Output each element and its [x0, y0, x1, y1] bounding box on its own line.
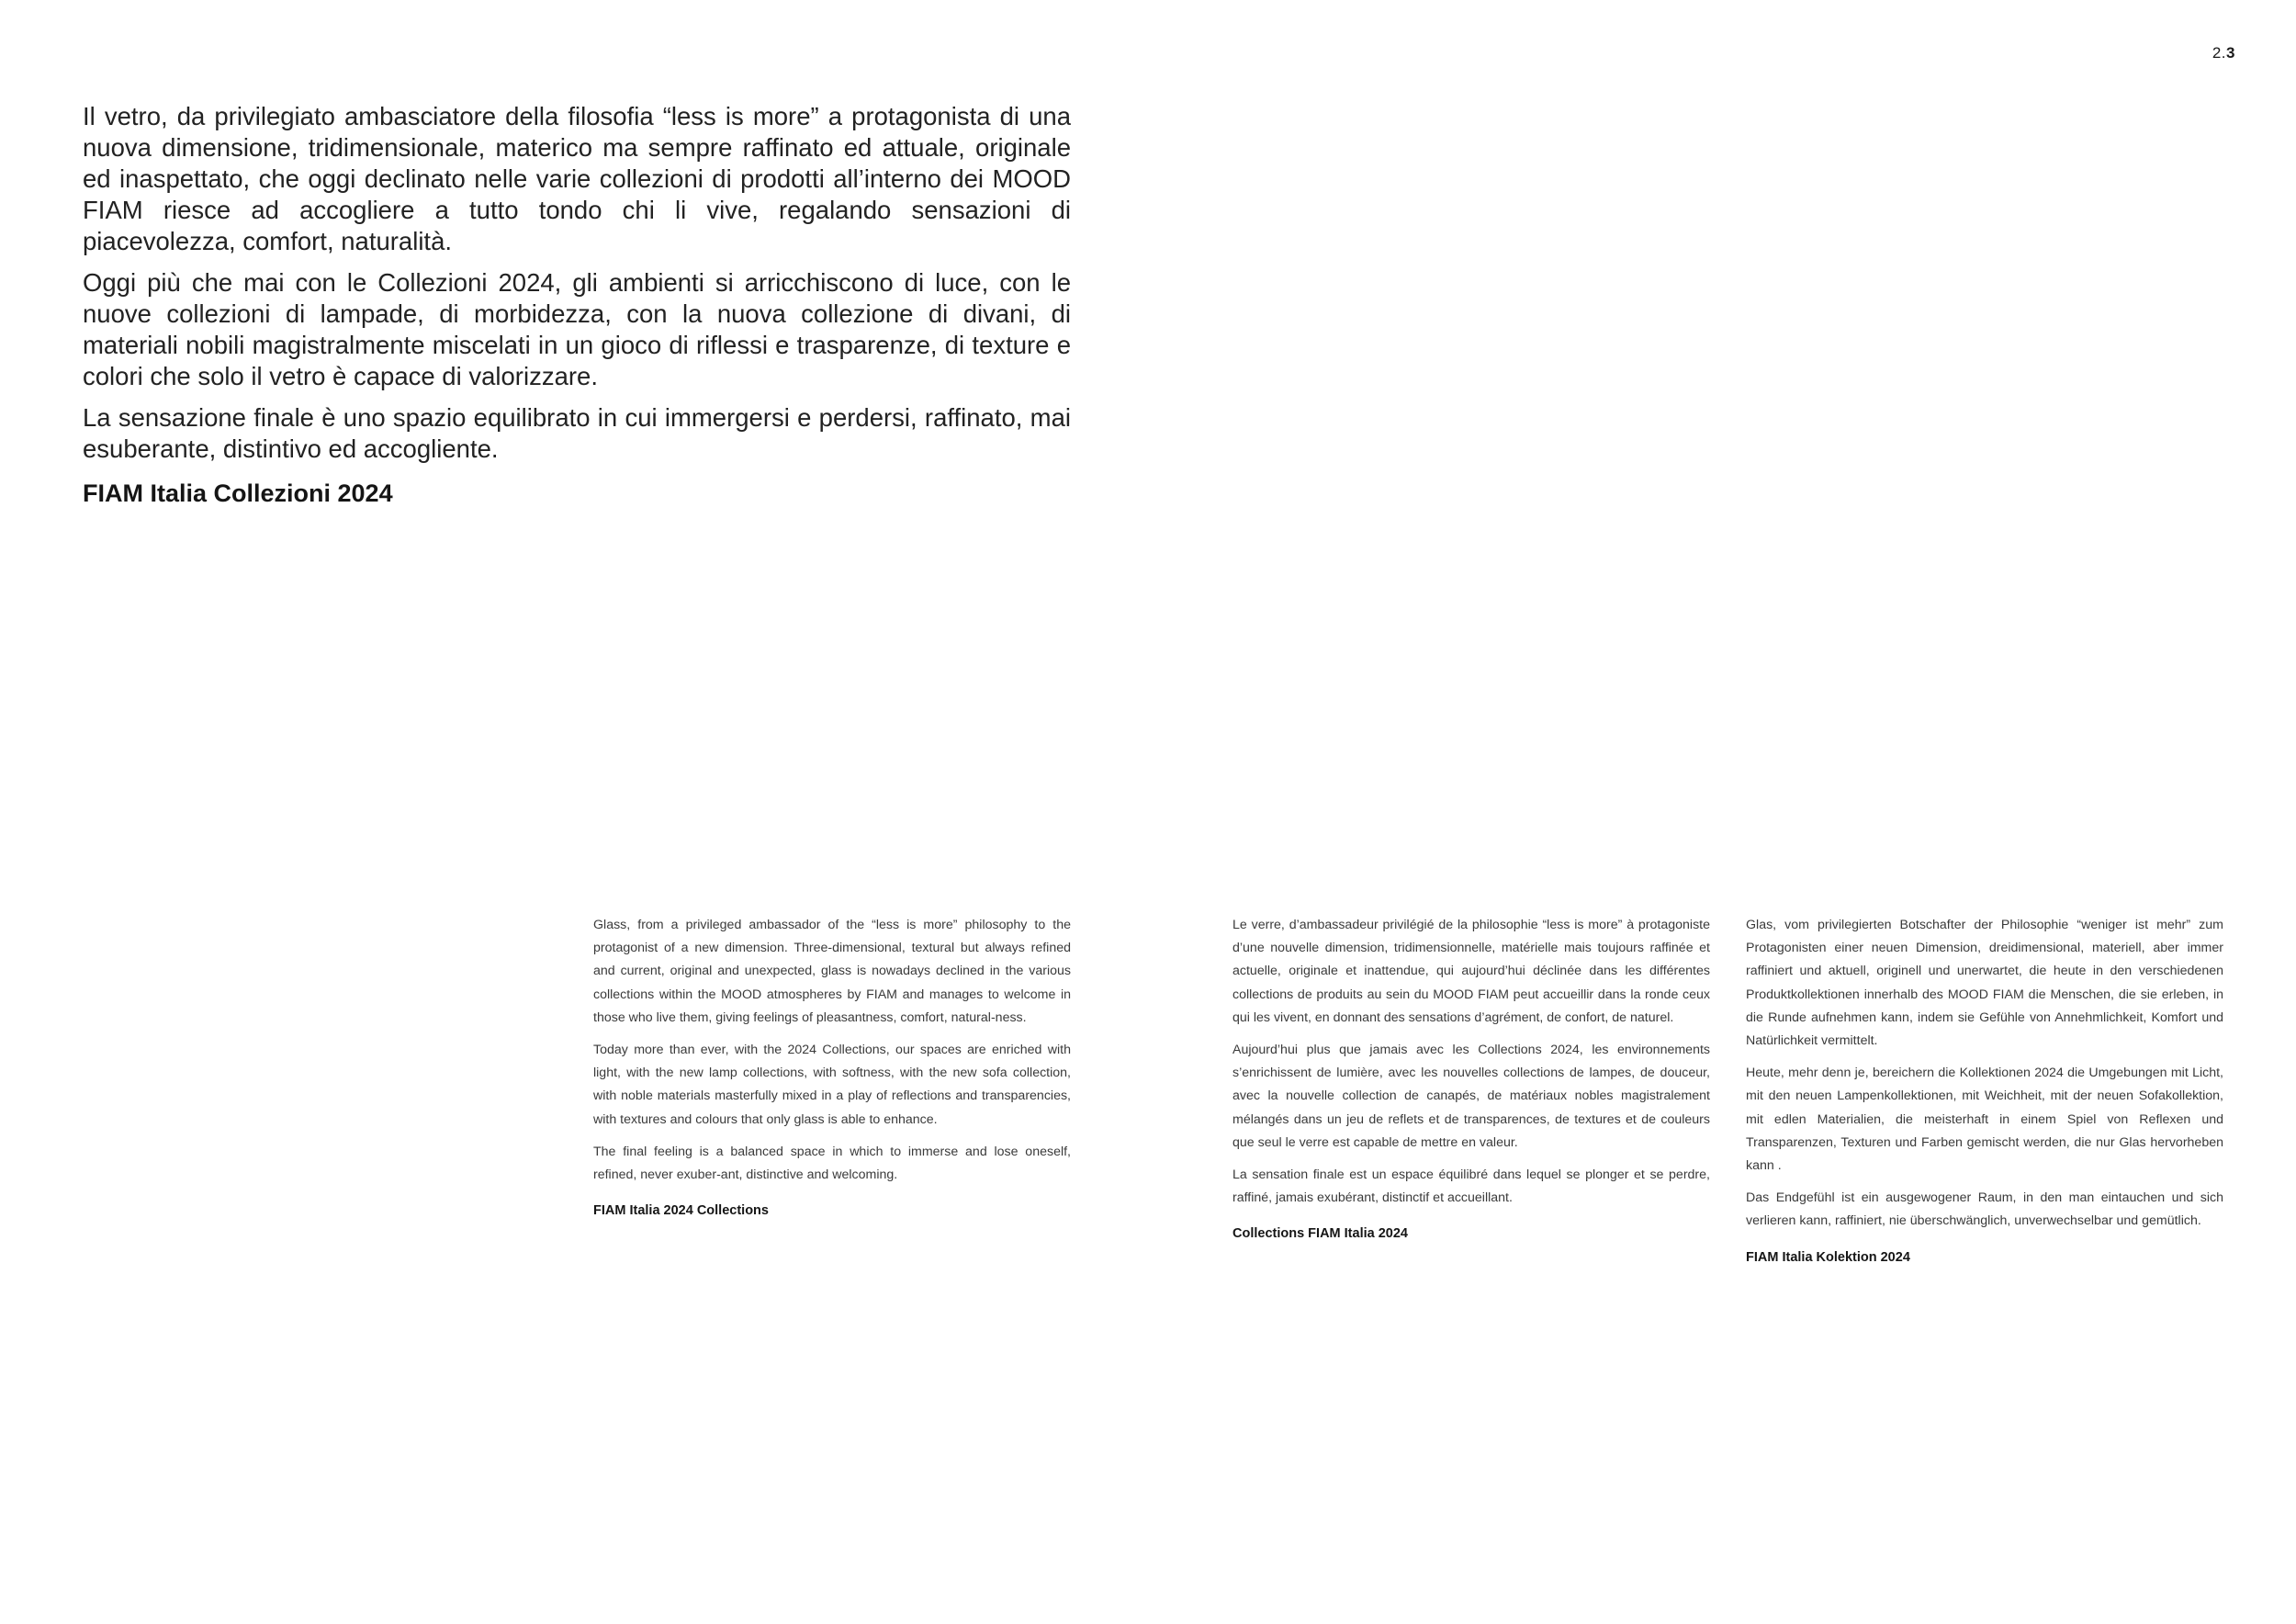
english-paragraph-2: Today more than ever, with the 2024 Collections, our spaces are enriched with light, with the new lamp collections, with softness, with the new sofa collection, with noble materials masterfully mixed in a play of reflections and transparencies, with textures and colours that only glass is able to enhance.: [593, 1043, 1071, 1127]
english-text-column: [593, 914, 1071, 1232]
german-text-column: [1746, 914, 2223, 1279]
german-paragraph-2: Heute, mehr denn je, bereichern die Kollektionen 2024 die Umgebungen mit Licht, mit den neuen Lampenkollektionen, mit Weichheit, mit der neuen Sofakollektion, mit edlen Materialien, die meisterhaft in einem Spiel von Reflexen und Transparenzen, Texturen und Farben gemischt werden, die nur Glas hervorheben kann .: [1746, 1066, 2223, 1174]
german-paragraph-1: Glas, vom privilegierten Botschafter der Philosophie “weniger ist mehr” zum Protagonisten einer neuen Dimension, dreidimensional, materiell, aber immer raffiniert und aktuell, originell und unerwartet, die heute in den verschiedenen Produktkollektionen innerhalb des MOOD FIAM die Menschen, die sie erleben, in die Runde aufnehmen kann, indem sie Gefühle von Annehmlichkeit, Komfort und Natürlichkeit vermittelt.: [1746, 918, 2223, 1049]
french-paragraph-2: Aujourd’hui plus que jamais avec les Collections 2024, les environnements s’enrichissent de lumière, avec les nouvelles collections de lampes, de douceur, avec la nouvelle collection de canapés, de matériaux nobles magistralement mélangés dans un jeu de reflets et de transparences, de textures et de couleurs que seul le verre est capable de mettre en valeur.: [1232, 1043, 1710, 1150]
french-paragraph-1: Le verre, d’ambassadeur privilégié de la philosophie “less is more” à protagoniste d’une nouvelle dimension, tridimensionnelle, matérielle mais toujours raffinée et actuelle, originale et inattendue, qui aujourd’hui déclinée dans les différentes collections de produits au sein du MOOD FIAM peut accueillir dans la ronde ceux qui les vivent, en donnant des sensations d’agrément, de confort, de naturel.: [1232, 918, 1710, 1025]
english-paragraph-3: The final feeling is a balanced space in which to immerse and lose oneself, refined, never exuber-ant, distinctive and welcoming.: [593, 1144, 1071, 1183]
french-signature: Collections FIAM Italia 2024: [1232, 1226, 1408, 1242]
italian-paragraph-2: Oggi più che mai con le Collezioni 2024, gli ambienti si arricchiscono di luce, con le nuove collezioni di lampade, di morbidezza, con la nuova collezione di divani, di materiali nobili magistralmente miscelati in un gioco di riflessi e trasparenze, di texture e colori che solo il vetro è capace di valorizzare.: [83, 268, 1071, 390]
german-paragraph-3: Das Endgefühl ist ein ausgewogener Raum, in den man eintauchen und sich verlieren kann, raffiniert, nie überschwänglich, unverwechselbar und gemütlich.: [1746, 1190, 2223, 1229]
page-number-prefix: 2.: [2212, 44, 2227, 62]
french-text-column: [1232, 914, 1710, 1256]
english-paragraph-1: Glass, from a privileged ambassador of the “less is more” philosophy to the protagonist of a new dimension. Three-dimensional, textural but always refined and current, original and unexpected, glass is nowadays declined in the various collections within the MOOD atmospheres by FIAM and manages to welcome in those who live them, giving feelings of pleasantness, comfort, natural-ness.: [593, 918, 1071, 1025]
italian-paragraph-1: Il vetro, da privilegiato ambasciatore della filosofia “less is more” a protagonista di una nuova dimensione, tridimensionale, materico ma sempre raffinato ed attuale, originale ed inaspettato, che oggi declinato nelle varie collezioni di prodotti all’interno dei MOOD FIAM riesce ad accogliere a tutto tondo chi li vive, regalando sensazioni di piacevolezza, comfort, naturalità.: [83, 102, 1071, 255]
french-paragraph-3: La sensation finale est un espace équilibré dans lequel se plonger et se perdre, raffiné, jamais exubérant, distinctif et accueillant.: [1232, 1167, 1710, 1206]
german-signature: FIAM Italia Kolektion 2024: [1746, 1249, 1910, 1265]
english-signature: FIAM Italia 2024 Collections: [593, 1203, 769, 1219]
italian-paragraph-3: La sensazione finale è uno spazio equilibrato in cui immergersi e perdersi, raffinato, mai esuberante, distintivo ed accogliente.: [83, 403, 1071, 463]
page-number: [2212, 44, 2235, 62]
italian-signature: FIAM Italia Collezioni 2024: [83, 479, 393, 507]
page-number-value: 3: [2226, 44, 2235, 62]
italian-text-block: [83, 101, 1071, 519]
